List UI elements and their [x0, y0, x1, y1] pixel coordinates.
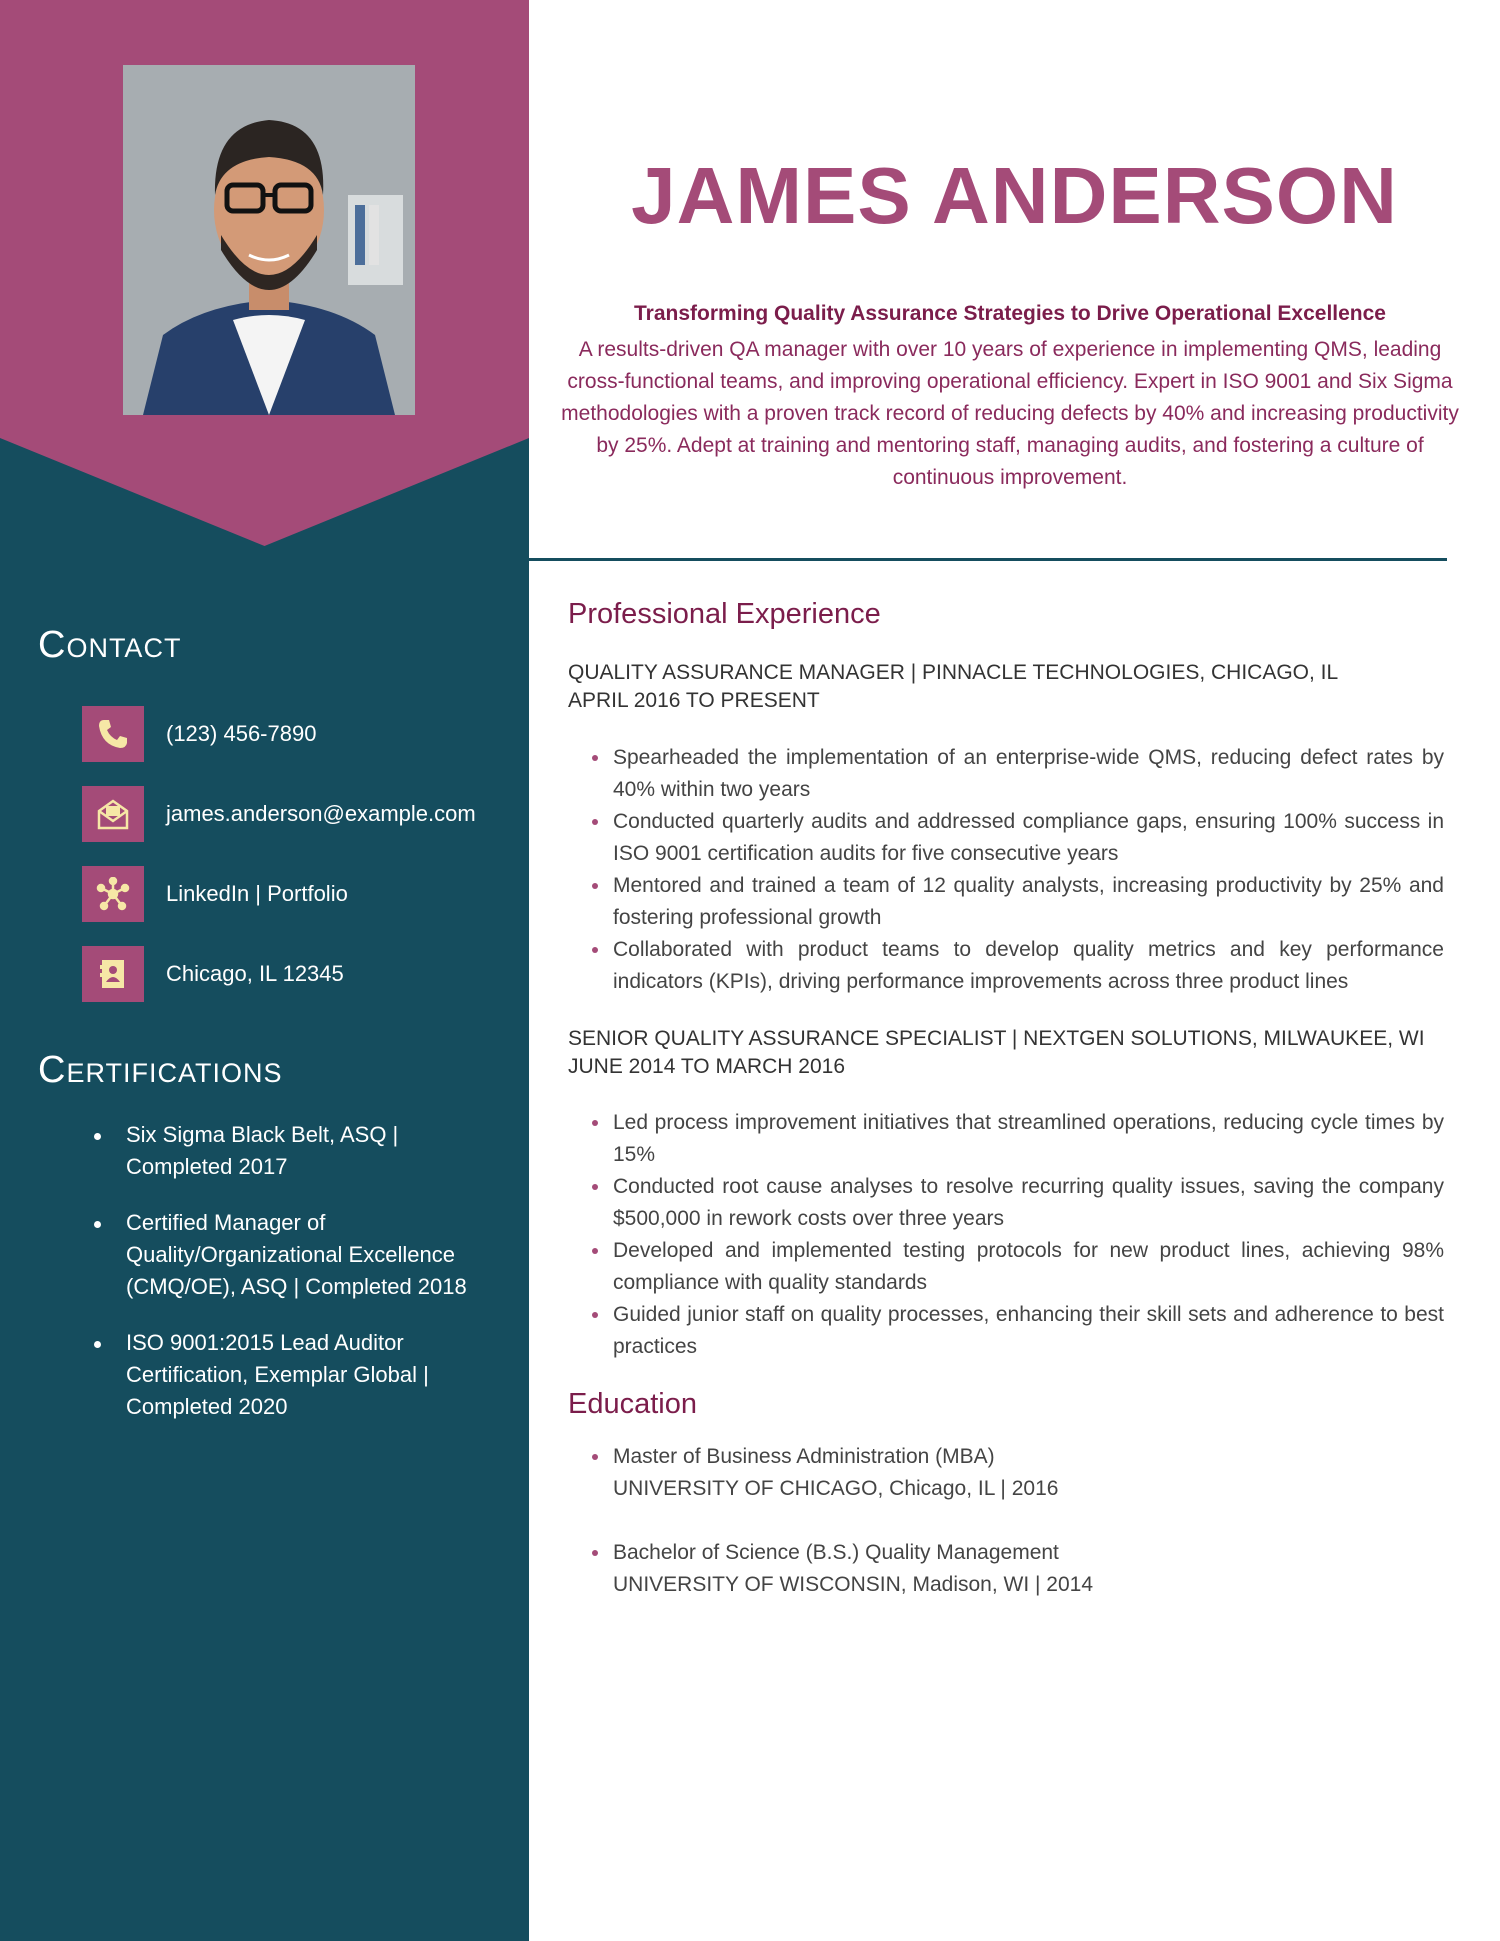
contact-email-text: james.anderson@example.com: [166, 801, 476, 826]
header-divider: [529, 558, 1447, 561]
candidate-name: JAMES ANDERSON: [631, 151, 1398, 240]
contact-phone[interactable]: [82, 706, 316, 762]
contact-heading: Contact: [38, 624, 182, 666]
envelope-icon: [82, 786, 144, 842]
certifications-heading: Certifications: [38, 1049, 283, 1091]
tagline: Transforming Quality Assurance Strategies to Drive Operational Excellence: [634, 302, 1386, 325]
contact-location[interactable]: [82, 946, 344, 1002]
education-heading: Education: [568, 1388, 697, 1420]
job-1-title: QUALITY ASSURANCE MANAGER | PINNACLE TECHNOLOGIES, CHICAGO, IL: [568, 661, 1339, 684]
list-item: Mentored and trained a team of 12 quality analysts, increasing productivity by 25% and fostering professional growth: [568, 870, 1444, 934]
job-2-header: [568, 1025, 1448, 1081]
list-item: Spearheaded the implementation of an enterprise-wide QMS, reducing defect rates by 40% within two years: [568, 742, 1444, 806]
network-icon: [82, 866, 144, 922]
certification-item: Certified Manager of Quality/Organizational Excellence (CMQ/OE), ASQ | Completed 2018: [88, 1207, 468, 1303]
summary: A results-driven QA manager with over 10 years of experience in implementing QMS, leading cross-functional teams, and improving operational efficiency. Expert in ISO 9001 and Six Sigma methodologies with a proven track record of reducing defects by 40% and increasing productivity by 25%. Adept at training and mentoring staff, managing audits, and fostering a culture of continuous improvement.: [561, 338, 1459, 489]
list-item: Guided junior staff on quality processes, enhancing their skill sets and adherence to best practices: [568, 1299, 1444, 1363]
contact-location-text: Chicago, IL 12345: [166, 961, 344, 986]
list-item: Conducted quarterly audits and addressed compliance gaps, ensuring 100% success in ISO 9001 certification audits for five consecutive years: [568, 806, 1444, 870]
job-1-bullets: [568, 742, 1444, 998]
contact-links-text: LinkedIn | Portfolio: [166, 881, 348, 906]
education-degree: Master of Business Administration (MBA): [613, 1445, 995, 1468]
list-item: Developed and implemented testing protocols for new product lines, achieving 98% compliance with quality standards: [568, 1235, 1444, 1299]
education-school: UNIVERSITY OF CHICAGO, Chicago, IL | 2016: [613, 1477, 1059, 1500]
list-item: Led process improvement initiatives that streamlined operations, reducing cycle times by 15%: [568, 1107, 1444, 1171]
job-2-title: SENIOR QUALITY ASSURANCE SPECIALIST | NEXTGEN SOLUTIONS, MILWAUKEE, WI: [568, 1027, 1425, 1050]
contact-card-icon: [82, 946, 144, 1002]
contact-links[interactable]: [82, 866, 348, 922]
job-2-dates: JUNE 2014 TO MARCH 2016: [568, 1055, 846, 1078]
certifications-list: [88, 1119, 468, 1447]
list-item: Conducted root cause analyses to resolve recurring quality issues, saving the company $500,000 in rework costs over three years: [568, 1171, 1444, 1235]
job-1-dates: APRIL 2016 TO PRESENT: [568, 689, 820, 712]
list-item: Collaborated with product teams to develop quality metrics and key performance indicators (KPIs), driving performance improvements across three product lines: [568, 934, 1444, 998]
phone-icon: [82, 706, 144, 762]
education-item: [568, 1441, 1444, 1505]
education-item: [568, 1537, 1444, 1601]
certification-item: ISO 9001:2015 Lead Auditor Certification, Exemplar Global | Completed 2020: [88, 1327, 468, 1423]
experience-heading: Professional Experience: [568, 598, 881, 630]
education-school: UNIVERSITY OF WISCONSIN, Madison, WI | 2014: [613, 1573, 1094, 1596]
profile-photo: [123, 65, 415, 415]
person-avatar-icon: [123, 65, 415, 415]
education-degree: Bachelor of Science (B.S.) Quality Management: [613, 1541, 1059, 1564]
contact-phone-text: (123) 456-7890: [166, 721, 317, 746]
job-2-bullets: [568, 1107, 1444, 1363]
contact-email[interactable]: [82, 786, 476, 842]
certification-item: Six Sigma Black Belt, ASQ | Completed 2017: [88, 1119, 468, 1183]
job-1-header: [568, 659, 1448, 715]
